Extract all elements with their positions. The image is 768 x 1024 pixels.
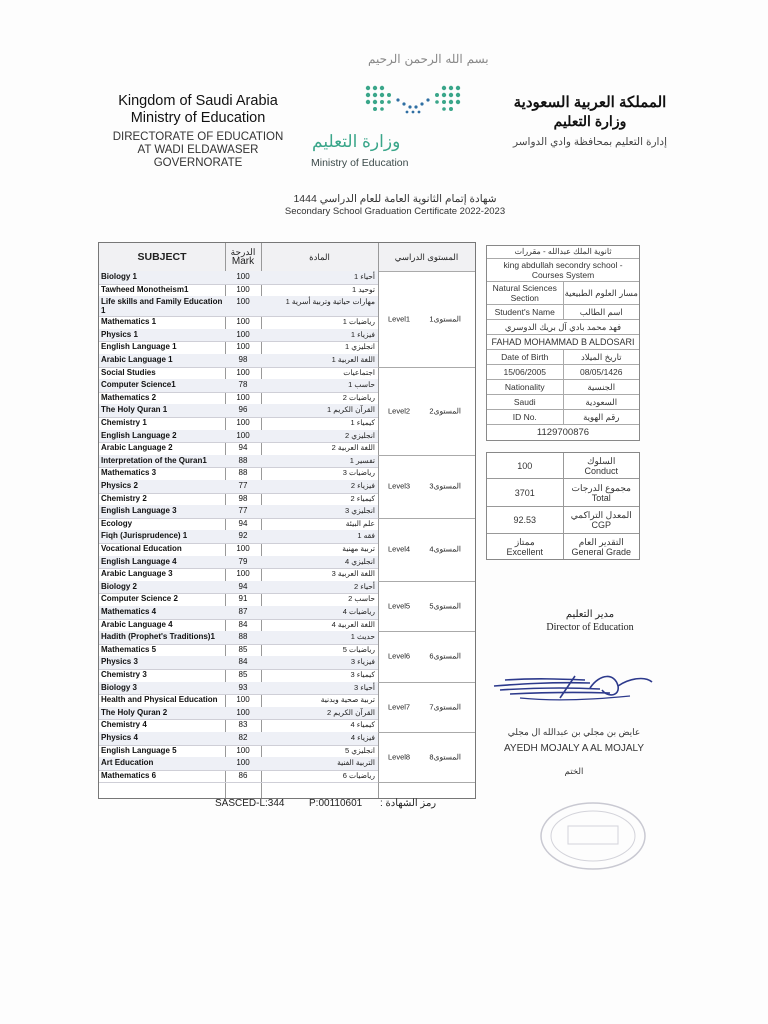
subject-name: The Holy Quran 1 <box>101 405 168 415</box>
certificate-title-ar: شهادة إتمام الثانوية العامة للعام الدراسي 1444 <box>293 193 497 205</box>
subject-name-ar: انجليزي 3 <box>344 506 375 516</box>
subject-mark: 78 <box>238 380 248 390</box>
seal-label-ar: الختم <box>564 766 584 776</box>
table-row <box>99 694 378 708</box>
subject-name-ar: انجليزي 1 <box>344 342 375 352</box>
level-label-ar: المستوى3 <box>429 481 461 491</box>
subject-mark: 100 <box>236 745 250 755</box>
subject-name: Interpretation of the Quran1 <box>101 455 207 465</box>
subject-name: Mathematics 4 <box>101 607 157 616</box>
subject-name: Mathematics 5 <box>101 644 157 654</box>
nationality-label-ar: الجنسية <box>563 380 640 394</box>
table-row <box>99 530 378 544</box>
cgp-row <box>487 507 639 534</box>
table-row <box>99 493 378 507</box>
header-mark-ar: الدرجة <box>230 247 256 257</box>
table-row <box>99 341 378 355</box>
conduct-row <box>487 453 639 479</box>
subject-name-ar: توحيد 1 <box>351 284 375 294</box>
ministry-logo-icon <box>360 82 470 122</box>
subject-name: Fiqh (Jurisprudence) 1 <box>101 531 188 541</box>
dob-label-ar: تاريخ الميلاد <box>563 350 640 364</box>
student-info-table <box>486 245 640 441</box>
table-row <box>99 581 378 595</box>
subject-name-ar: حديث 1 <box>350 632 375 642</box>
conduct-label-ar: السلوك <box>587 455 616 466</box>
subject-name: Chemistry 1 <box>101 418 147 427</box>
subject-mark: 88 <box>238 632 248 642</box>
ministry-stamp-icon <box>538 800 648 872</box>
subject-name: English Language 4 <box>101 556 177 566</box>
table-row <box>99 354 378 368</box>
subject-name-ar: تربية مهنية <box>342 544 375 553</box>
level-label-en: Level6 <box>388 651 411 661</box>
director-signature <box>490 668 660 708</box>
subject-name: Physics 4 <box>101 733 138 742</box>
table-row <box>99 656 378 670</box>
table-row <box>99 644 378 658</box>
subject-name: Arabic Language 1 <box>101 355 173 364</box>
table-row <box>99 430 378 444</box>
table-row <box>99 316 378 330</box>
subject-name: Computer Science 2 <box>101 594 178 604</box>
subject-name: English Language 3 <box>101 506 177 516</box>
subject-mark: 98 <box>238 493 248 503</box>
subject-mark: 83 <box>238 720 248 730</box>
subject-mark: 100 <box>236 758 250 768</box>
table-row <box>99 770 378 784</box>
table-row <box>99 518 378 532</box>
header-arabic <box>500 94 680 148</box>
name-label-en: Student's Name <box>494 307 555 317</box>
table-row <box>99 367 378 381</box>
subject-name-ar: فيزياء 3 <box>350 657 375 667</box>
subject-mark: 88 <box>238 455 248 465</box>
subject-name: Life skills and Family Education 1 <box>101 297 223 316</box>
director-title-ar: مدير التعليم <box>565 609 615 620</box>
id-label-ar: رقم الهوية <box>563 410 640 424</box>
subject-mark: 94 <box>238 518 248 528</box>
id-number: 1129700876 <box>536 427 590 438</box>
director-name-ar: عايض بن مجلي بن عبدالله ال مجلي <box>507 727 641 737</box>
subject-name: Vocational Education <box>101 544 182 553</box>
subject-name: Art Education <box>101 758 154 768</box>
subject-name-ar: رياضيات 6 <box>342 770 375 780</box>
name-label-row <box>487 305 639 320</box>
subjects-table <box>98 242 476 799</box>
subject-mark: 87 <box>238 607 248 616</box>
subject-name: Hadith (Prophet's Traditions)1 <box>101 632 215 642</box>
kingdom-title-ar: المملكة العربية السعودية <box>513 94 667 111</box>
subject-name-ar: رياضيات 3 <box>342 468 375 478</box>
table-header <box>99 243 475 272</box>
basmala-calligraphy: بسم الله الرحمن الرحيم <box>368 52 489 66</box>
subject-mark: 82 <box>238 733 248 742</box>
level-label-ar: المستوى6 <box>429 651 461 661</box>
subject-name-ar: انجليزي 2 <box>344 430 375 440</box>
level-label-ar: المستوى2 <box>429 406 461 416</box>
director-title-en: Director of Education <box>546 622 634 633</box>
subject-mark: 100 <box>236 569 250 579</box>
nationality-ar: السعودية <box>563 395 640 409</box>
subject-name-ar: فيزياء 2 <box>350 481 375 490</box>
subject-name: English Language 2 <box>101 430 177 440</box>
subject-name: Health and Physical Education <box>101 695 218 705</box>
table-row <box>99 329 378 343</box>
subject-name-ar: تفسير 1 <box>349 455 375 465</box>
subject-name-ar: اللغة العربية 2 <box>331 443 375 453</box>
school-name-ar: ثانوية الملك عبدالله - مقررات <box>487 246 639 259</box>
subject-mark: 100 <box>236 272 250 281</box>
subject-mark: 85 <box>238 670 248 679</box>
header-subject: SUBJECT <box>137 251 187 263</box>
nationality-en: Saudi <box>513 397 536 407</box>
subject-mark: 84 <box>238 619 248 629</box>
directorate-line-1: DIRECTORATE OF EDUCATION <box>112 131 284 143</box>
level-label-en: Level3 <box>388 481 411 491</box>
level-group <box>378 455 475 519</box>
subject-mark: 94 <box>238 443 248 453</box>
subject-name: Biology 2 <box>101 581 138 591</box>
level-group <box>378 682 475 733</box>
subject-name: Social Studies <box>101 367 156 377</box>
certificate-title-en: Secondary School Graduation Certificate 2022-2023 <box>284 206 506 217</box>
director-name-en: AYEDH MOJALY A AL MOJALY <box>503 743 645 754</box>
table-row <box>99 543 378 557</box>
subject-name-ar: تربية صحية وبدنية <box>320 695 375 705</box>
subject-name: Computer Science1 <box>101 380 176 390</box>
subject-mark: 100 <box>236 695 250 705</box>
table-row <box>99 757 378 771</box>
table-row <box>99 442 378 456</box>
subject-name-ar: التربية الفنية <box>337 758 375 768</box>
level-label-en: Level4 <box>388 544 411 554</box>
level-label-en: Level2 <box>388 406 411 416</box>
directorate-ar: إدارة التعليم بمحافظة وادي الدواسر <box>512 136 668 148</box>
subject-mark: 100 <box>236 317 250 327</box>
table-row <box>99 719 378 733</box>
subject-name: Mathematics 6 <box>101 770 157 780</box>
id-label-row <box>487 410 639 425</box>
table-row <box>99 271 378 285</box>
subject-name: Chemistry 3 <box>101 670 147 679</box>
subject-name-ar: مهارات حياتية وتربية أسرية 1 <box>285 297 375 307</box>
school-name-en: king abdullah secondry school - Courses System <box>487 259 639 282</box>
subject-name: Mathematics 3 <box>101 468 157 478</box>
cgp-label-ar: المعدل التراكمي <box>570 510 632 520</box>
table-row <box>99 631 378 645</box>
table-row <box>99 606 378 620</box>
subject-mark: 100 <box>236 342 250 352</box>
header-mark <box>225 243 261 271</box>
subject-mark: 84 <box>238 657 248 667</box>
table-row <box>99 379 378 393</box>
subject-name-ar: أحياء 3 <box>353 682 375 692</box>
total-value: 3701 <box>487 479 564 506</box>
table-row <box>99 505 378 519</box>
total-label-ar: مجموع الدرجات <box>571 482 631 493</box>
table-row <box>99 404 378 418</box>
subject-name-ar: كيمياء 1 <box>350 418 375 427</box>
subject-name: Chemistry 2 <box>101 493 147 503</box>
directorate-line-3: GOVERNORATE <box>153 157 243 169</box>
table-row <box>99 669 378 683</box>
subject-mark: 100 <box>236 284 250 294</box>
subject-mark: 100 <box>236 329 250 339</box>
subject-name-ar: فقه 1 <box>357 531 375 541</box>
nationality-value-row <box>487 395 639 410</box>
table-row <box>99 745 378 759</box>
table-row <box>99 480 378 494</box>
subject-name: Biology 3 <box>101 682 138 692</box>
nationality-label-en: Nationality <box>504 382 545 392</box>
cgp-label-en: CGP <box>591 520 611 530</box>
header-level-ar: المستوى الدراسي <box>394 251 459 262</box>
subject-name: Chemistry 4 <box>101 720 147 730</box>
conduct-value: 100 <box>487 453 564 478</box>
level-label-en: Level8 <box>388 752 411 762</box>
subject-name-ar: كيمياء 4 <box>350 720 375 730</box>
subject-mark: 98 <box>238 355 248 364</box>
table-row <box>99 682 378 696</box>
subject-mark: 100 <box>236 544 250 553</box>
level-label-ar: المستوى5 <box>429 601 461 611</box>
subject-mark: 86 <box>238 770 248 780</box>
ministry-title: Ministry of Education <box>130 110 266 126</box>
directorate-line-2: AT WADI ELDAWASER <box>137 144 259 156</box>
subject-name: Mathematics 2 <box>101 392 157 402</box>
total-label-en: Total <box>591 492 611 503</box>
logo-arabic-text: وزارة التعليم <box>312 132 401 151</box>
subject-name-ar: اللغة العربية 1 <box>331 355 375 364</box>
subject-name-ar: اللغة العربية 3 <box>331 569 375 579</box>
subject-mark: 100 <box>236 707 250 717</box>
grade-ar: ممتاز <box>514 536 535 547</box>
subject-mark: 93 <box>238 682 248 692</box>
subject-name-ar: اللغة العربية 4 <box>331 619 375 629</box>
subject-mark: 79 <box>238 556 248 566</box>
level-label-ar: المستوى7 <box>429 702 461 712</box>
dob-gregorian: 15/06/2005 <box>503 367 547 377</box>
level-group <box>378 518 475 582</box>
level-label-en: Level7 <box>388 702 411 712</box>
subject-name-ar: رياضيات 1 <box>342 317 375 327</box>
table-row <box>99 619 378 633</box>
nationality-label-row <box>487 380 639 395</box>
subject-mark: 92 <box>238 531 248 541</box>
subject-name: Biology 1 <box>101 272 138 281</box>
grade-row <box>487 534 639 559</box>
level-group <box>378 732 475 783</box>
subject-mark: 96 <box>238 405 248 415</box>
subject-name: English Language 5 <box>101 745 177 755</box>
table-row <box>99 467 378 481</box>
table-row <box>99 455 378 469</box>
subject-name: Arabic Language 4 <box>101 619 173 629</box>
logo-english-text: Ministry of Education <box>311 157 409 169</box>
header-english <box>98 93 298 170</box>
subject-mark: 77 <box>238 506 248 516</box>
subject-name-ar: انجليزي 5 <box>344 745 375 755</box>
subject-name: Arabic Language 3 <box>101 569 173 579</box>
dob-hijri: 08/05/1426 <box>563 365 640 379</box>
table-row <box>99 593 378 607</box>
level-label-en: Level1 <box>388 314 411 324</box>
subject-name: Physics 2 <box>101 481 138 490</box>
grade-en: Excellent <box>506 546 544 557</box>
dob-label-row <box>487 350 639 365</box>
subject-name: Arabic Language 2 <box>101 443 173 453</box>
subject-mark: 94 <box>238 581 248 591</box>
header-subject-ar: المادة <box>309 251 330 262</box>
footer-cert-code-label: رمز الشهادة : <box>380 798 437 809</box>
subject-mark: 88 <box>238 468 248 478</box>
conduct-label-en: Conduct <box>584 465 619 476</box>
student-name-en: FAHAD MOHAMMAD B ALDOSARI <box>487 335 639 350</box>
level-label-ar: المستوى8 <box>429 752 461 762</box>
subject-name-ar: حاسب 1 <box>348 380 375 390</box>
subject-mark: 100 <box>236 392 250 402</box>
subject-mark: 100 <box>236 367 250 377</box>
section-label-en: Natural Sciences Section <box>492 283 557 303</box>
subject-name-ar: رياضيات 2 <box>342 392 375 402</box>
subject-name: English Language 1 <box>101 342 177 352</box>
section-row <box>487 282 639 305</box>
subject-name-ar: كيمياء 2 <box>350 493 375 503</box>
subject-name-ar: اجتماعيات <box>343 367 375 377</box>
dob-value-row <box>487 365 639 380</box>
grade-label-en: General Grade <box>571 546 632 557</box>
subject-mark: 85 <box>238 644 248 654</box>
table-row <box>99 296 378 317</box>
subject-name-ar: أحياء 1 <box>353 272 375 281</box>
name-label-ar: اسم الطالب <box>563 305 640 319</box>
section-label-ar: مسار العلوم الطبيعية <box>563 282 640 304</box>
ministry-title-ar: وزارة التعليم <box>553 113 627 129</box>
level-group <box>378 631 475 682</box>
grade-label-ar: التقدير العام <box>578 536 624 547</box>
subject-name-ar: رياضيات 5 <box>342 644 375 654</box>
table-row <box>99 707 378 721</box>
footer-p-code: P:00110601 <box>309 798 363 809</box>
table-row <box>99 732 378 746</box>
subject-name: Ecology <box>101 518 133 528</box>
subject-mark: 100 <box>236 418 250 427</box>
subject-name-ar: فيزياء 1 <box>350 329 375 339</box>
subject-name-ar: انجليزي 4 <box>344 556 375 566</box>
id-label-en: ID No. <box>512 412 537 422</box>
subject-name: Mathematics 1 <box>101 317 157 327</box>
total-row <box>487 479 639 507</box>
table-row <box>99 392 378 406</box>
table-row <box>99 568 378 582</box>
header-mark-en: Mark <box>231 256 255 267</box>
subject-name-ar: القرآن الكريم 2 <box>327 707 375 717</box>
level-group <box>378 367 475 456</box>
table-row <box>99 284 378 298</box>
subject-name: Tawheed Monotheism1 <box>101 284 189 294</box>
subject-name-ar: القرآن الكريم 1 <box>327 405 375 415</box>
subject-name-ar: حاسب 2 <box>348 594 375 604</box>
subject-name-ar: علم البيئة <box>345 518 375 528</box>
subject-mark: 77 <box>238 481 248 490</box>
results-summary-table <box>486 452 640 560</box>
subject-name: Physics 1 <box>101 329 138 339</box>
table-row <box>99 556 378 570</box>
subject-name-ar: أحياء 2 <box>353 581 375 591</box>
subject-name: The Holy Quran 2 <box>101 707 168 717</box>
level-label-en: Level5 <box>388 601 411 611</box>
footer-school-code: SASCED-L:344 <box>215 798 285 809</box>
subject-name-ar: فيزياء 4 <box>350 733 375 742</box>
cgp-value: 92.53 <box>487 507 564 533</box>
student-name-ar: فهد محمد بادي آل بريك الدوسري <box>487 320 639 335</box>
subject-name-ar: كيمياء 3 <box>350 670 375 679</box>
table-row <box>99 417 378 431</box>
subject-name: Physics 3 <box>101 657 138 667</box>
level-group <box>378 271 475 368</box>
subject-mark: 91 <box>238 594 248 604</box>
level-label-ar: المستوى1 <box>429 314 461 324</box>
subject-mark: 100 <box>236 297 250 307</box>
subject-mark: 100 <box>236 430 250 440</box>
kingdom-title: Kingdom of Saudi Arabia <box>118 93 278 109</box>
level-label-ar: المستوى4 <box>429 544 461 554</box>
level-group <box>378 581 475 632</box>
subject-name-ar: رياضيات 4 <box>342 607 375 616</box>
dob-label-en: Date of Birth <box>501 352 549 362</box>
